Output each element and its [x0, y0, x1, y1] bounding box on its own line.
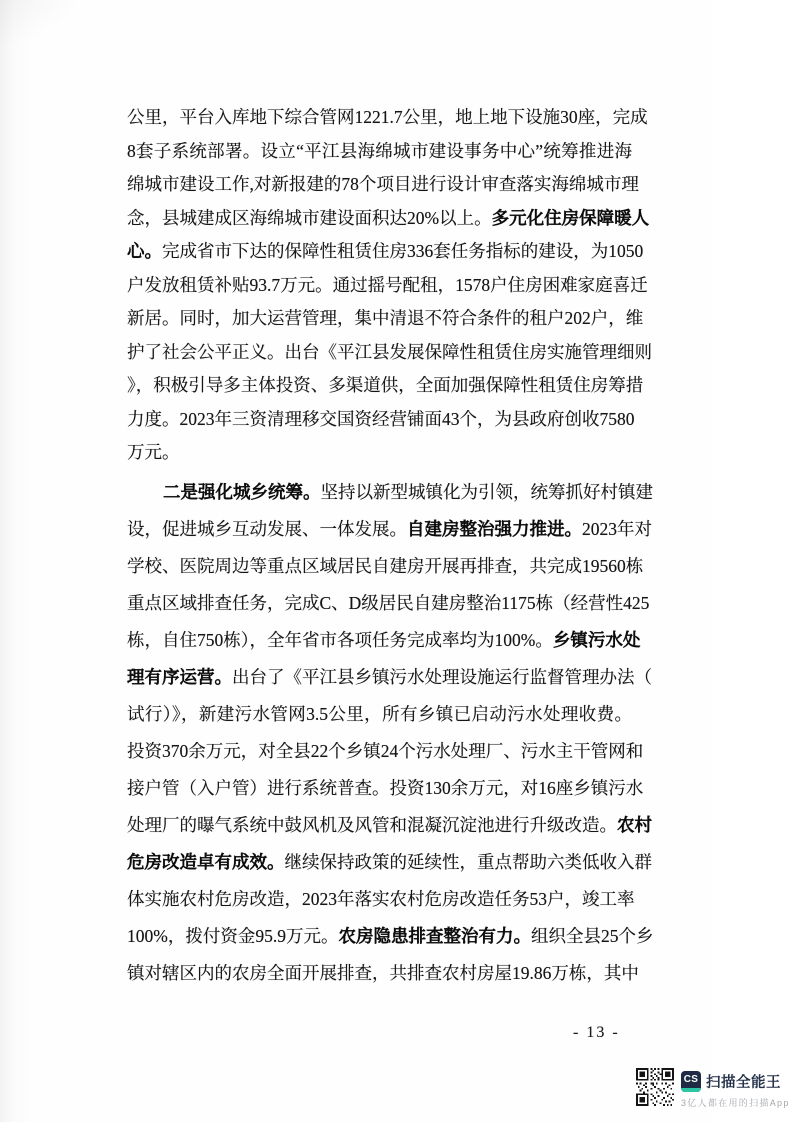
text-segment: 绵城市建设工作,对新报建的78个项目进行设计审查落实海绵城市理 [127, 174, 639, 194]
text-line [127, 235, 644, 269]
text-segment: 户发放租赁补贴93.7万元。通过摇号配租，1578户住房困难家庭喜迁 [127, 274, 648, 295]
text-line [127, 474, 653, 511]
text-segment: 试行）》，新建污水管网3.5公里，所有乡镇已启动污水处理收费。 [127, 703, 632, 724]
text-segment: 护了社会公平正义。出台《平江县发展保障性租赁住房实施管理细则 [127, 341, 652, 362]
document-body [127, 101, 654, 992]
text-line [127, 436, 632, 470]
paragraph [127, 474, 654, 992]
text-segment: 出台了《平江县乡镇污水处理设施运行监督管理办法（ [232, 666, 652, 687]
text-line [127, 770, 644, 807]
text-segment: 坚持以新型城镇化为引领，统筹抓好村镇建 [320, 481, 653, 502]
text-segment: 》，积极引导多主体投资、多渠道供，全面加强保障性租赁住房筹措 [127, 375, 644, 395]
qr-code-icon [636, 1068, 674, 1106]
camscanner-watermark [636, 1068, 790, 1109]
bold-text-segment: 二是强化城乡统筹。 [163, 481, 321, 502]
text-line [127, 302, 644, 336]
bold-text-segment: 自建房整治强力推进。 [407, 518, 582, 539]
bold-text-segment: 乡镇污水处 [552, 629, 641, 650]
text-line [127, 269, 648, 303]
text-segment: 栋，自住750栋），全年省市各项任务完成率均为100%。 [127, 629, 553, 650]
bold-text-segment: 心。 [127, 241, 162, 261]
text-segment: 学校、医院周边等重点区域居民自建房开展再排查，共完成19560栋 [127, 555, 644, 576]
text-line [127, 403, 635, 437]
text-segment: 完成省市下达的保障性租赁住房336套任务指标的建设，为1050 [162, 241, 644, 261]
text-line [127, 918, 654, 955]
text-segment: 万元。 [127, 442, 180, 462]
text-segment: 设，促进城乡互动发展、一体发展。 [127, 518, 407, 539]
text-segment: 体实施农村危房改造，2023年落实农村危房改造任务53户，竣工率 [127, 888, 635, 909]
text-segment: 8套子系统部署。设立“平江县海绵城市建设事务中心”统筹推进海 [127, 140, 632, 161]
text-line [127, 659, 652, 696]
text-line [127, 168, 639, 202]
bold-text-segment: 农村 [617, 814, 652, 835]
text-line [127, 807, 652, 844]
paragraph [127, 101, 652, 470]
text-line [127, 511, 652, 548]
text-segment: 处理厂的曝气系统中鼓风机及风管和混凝沉淀池进行升级改造。 [127, 814, 617, 835]
bold-text-segment: 农房隐患排查整治有力。 [338, 925, 531, 946]
watermark-app-name: 扫描全能王 [706, 1075, 781, 1091]
bold-text-segment: 危房改造卓有成效。 [127, 851, 285, 872]
camscanner-logo-icon [681, 1071, 701, 1092]
text-line [127, 548, 644, 585]
watermark-text-block [681, 1068, 790, 1109]
text-segment: 力度。2023年三资清理移交国资经营铺面43个，为县政府创收7580 [127, 408, 635, 429]
text-segment: 镇对辖区内的农房全面开展排查，共排查农村房屋19.86万栋，其中 [127, 962, 639, 983]
text-segment: 新居。同时，加大运营管理，集中清退不符合条件的租户202户，维 [127, 308, 644, 328]
text-line [127, 202, 650, 236]
text-segment: 接户管（入户管）进行系统普查。投资130余万元，对16座乡镇污水 [127, 777, 644, 798]
text-segment: 继续保持政策的延续性，重点帮助六类低收入群 [284, 851, 652, 872]
text-segment: 组织全县25个乡 [530, 925, 654, 946]
watermark-tagline: 3亿人都在用的扫描App [681, 1098, 790, 1108]
text-line [127, 135, 632, 169]
text-line [127, 336, 652, 370]
text-line [127, 696, 632, 733]
camscanner-logo-letters: CS [683, 1074, 699, 1085]
text-line [127, 101, 648, 135]
text-line [127, 733, 644, 770]
text-segment: 重点区域排查任务，完成C、D级居民自建房整治1175栋（经营性425 [127, 592, 650, 613]
text-segment: 2023年对 [582, 518, 652, 539]
bold-text-segment: 多元化住房保障暖人 [491, 207, 650, 228]
page-number: - 13 - [573, 1024, 620, 1041]
text-line [127, 844, 652, 881]
text-line [127, 369, 644, 403]
text-segment: 100%，拨付资金95.9万元。 [127, 925, 339, 946]
text-line [127, 585, 650, 622]
text-line [127, 881, 635, 918]
text-segment: 投资370余万元，对全县22个乡镇24个污水处理厂、污水主干管网和 [127, 740, 644, 761]
text-segment: 念，县城建成区海绵城市建设面积达20%以上。 [127, 207, 492, 228]
text-line [127, 955, 639, 992]
text-segment: 公里，平台入库地下综合管网1221.7公里，地上地下设施30座，完成 [127, 107, 648, 127]
bold-text-segment: 理有序运营。 [127, 666, 232, 687]
text-line [127, 622, 641, 659]
